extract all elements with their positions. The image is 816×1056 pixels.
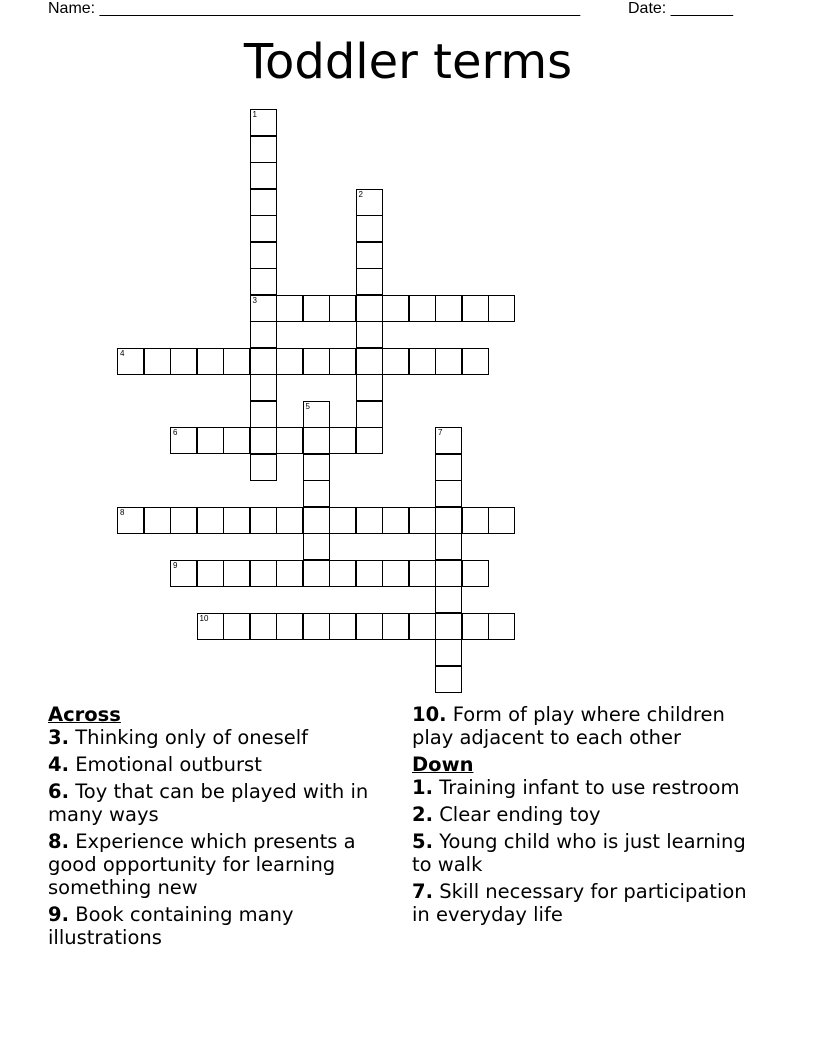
- page-title: Toddler terms: [243, 34, 573, 90]
- clue-number: 1.: [412, 776, 433, 799]
- clue-text: Toy that can be played with in many ways: [48, 780, 369, 826]
- grid-cell[interactable]: [435, 533, 462, 560]
- grid-cell[interactable]: [329, 295, 356, 322]
- grid-cell[interactable]: [435, 639, 462, 666]
- cell-number: 2: [358, 189, 363, 199]
- grid-cell[interactable]: [356, 507, 383, 534]
- grid-cell[interactable]: [303, 480, 330, 507]
- grid-cell[interactable]: [250, 321, 277, 348]
- name-field-label[interactable]: Name: ______________________________________________________: [48, 0, 581, 17]
- clue-number: 8.: [48, 830, 69, 853]
- grid-cell[interactable]: [250, 560, 277, 587]
- grid-cell[interactable]: [462, 507, 489, 534]
- date-field-label[interactable]: Date: _______: [628, 0, 733, 17]
- across-heading: Across: [48, 703, 121, 726]
- grid-cell[interactable]: [250, 189, 277, 216]
- grid-cell[interactable]: [435, 586, 462, 613]
- grid-cell[interactable]: [223, 507, 250, 534]
- clue-down-7: [412, 880, 762, 926]
- grid-cell[interactable]: [170, 560, 197, 587]
- grid-cell[interactable]: [117, 348, 144, 375]
- grid-cell[interactable]: [382, 507, 409, 534]
- grid-cell[interactable]: [356, 427, 383, 454]
- grid-cell[interactable]: [276, 560, 303, 587]
- grid-cell[interactable]: [462, 613, 489, 640]
- clue-number: 4.: [48, 753, 69, 776]
- down-heading: Down: [412, 753, 474, 776]
- grid-cell[interactable]: [303, 613, 330, 640]
- grid-cell[interactable]: [197, 507, 224, 534]
- grid-cell[interactable]: [329, 560, 356, 587]
- grid-cell[interactable]: [303, 295, 330, 322]
- grid-cell[interactable]: [356, 613, 383, 640]
- grid-cell[interactable]: [435, 348, 462, 375]
- cell-number: 5: [305, 401, 310, 411]
- grid-cell[interactable]: [250, 427, 277, 454]
- cell-number: 3: [252, 295, 257, 305]
- grid-cell[interactable]: [356, 348, 383, 375]
- grid-cell[interactable]: [356, 374, 383, 401]
- cell-number: 8: [120, 507, 125, 517]
- clue-text: Form of play where children play adjacent to each other: [412, 703, 725, 749]
- clues-right-column: [412, 703, 762, 930]
- clues-left-column: [48, 703, 393, 953]
- grid-cell[interactable]: [382, 348, 409, 375]
- grid-cell[interactable]: [223, 348, 250, 375]
- clue-number: 3.: [48, 726, 69, 749]
- clue-text: Experience which presents a good opportunity for learning something new: [48, 830, 356, 899]
- grid-cell[interactable]: [409, 560, 436, 587]
- grid-cell[interactable]: [329, 348, 356, 375]
- grid-cell[interactable]: [250, 136, 277, 163]
- grid-cell[interactable]: [250, 374, 277, 401]
- clue-number: 5.: [412, 830, 433, 853]
- clue-down-5: [412, 830, 762, 876]
- grid-cell[interactable]: [329, 613, 356, 640]
- clue-down-1: [412, 776, 762, 799]
- grid-cell[interactable]: [382, 613, 409, 640]
- grid-cell[interactable]: [223, 560, 250, 587]
- grid-cell[interactable]: [197, 613, 224, 640]
- grid-cell[interactable]: [303, 427, 330, 454]
- grid-cell[interactable]: [409, 613, 436, 640]
- clue-number: 2.: [412, 803, 433, 826]
- grid-cell[interactable]: [250, 295, 277, 322]
- grid-cell[interactable]: [250, 348, 277, 375]
- grid-cell[interactable]: [409, 507, 436, 534]
- grid-cell[interactable]: [250, 613, 277, 640]
- grid-cell[interactable]: [250, 162, 277, 189]
- clue-text: Skill necessary for participation in everyday life: [412, 880, 747, 926]
- grid-cell[interactable]: [435, 427, 462, 454]
- grid-cell[interactable]: [356, 295, 383, 322]
- grid-cell[interactable]: [250, 109, 277, 136]
- clue-across-10: [412, 703, 762, 749]
- grid-cell[interactable]: [223, 427, 250, 454]
- grid-cell[interactable]: [409, 295, 436, 322]
- grid-cell[interactable]: [144, 348, 171, 375]
- grid-cell[interactable]: [276, 507, 303, 534]
- grid-cell[interactable]: [382, 295, 409, 322]
- grid-cell[interactable]: [276, 348, 303, 375]
- grid-cell[interactable]: [197, 560, 224, 587]
- grid-cell[interactable]: [435, 666, 462, 693]
- grid-cell[interactable]: [144, 507, 171, 534]
- cell-number: 7: [438, 428, 443, 437]
- grid-cell[interactable]: [356, 268, 383, 295]
- grid-cell[interactable]: [462, 560, 489, 587]
- grid-cell[interactable]: [276, 613, 303, 640]
- clue-across-3: [48, 726, 393, 749]
- grid-cell[interactable]: [303, 533, 330, 560]
- grid-cell[interactable]: [356, 242, 383, 269]
- grid-cell[interactable]: [356, 321, 383, 348]
- grid-cell[interactable]: [435, 613, 462, 640]
- cell-number: 9: [173, 560, 178, 570]
- grid-cell[interactable]: [356, 401, 383, 428]
- clue-across-8: [48, 830, 393, 899]
- grid-cell[interactable]: [462, 348, 489, 375]
- clue-number: 9.: [48, 903, 69, 926]
- clue-text: Book containing many illustrations: [48, 903, 294, 949]
- grid-cell[interactable]: [276, 295, 303, 322]
- cell-number: 10: [199, 613, 209, 623]
- grid-cell[interactable]: [303, 560, 330, 587]
- grid-cell[interactable]: [435, 507, 462, 534]
- clue-number: 6.: [48, 780, 69, 803]
- grid-cell[interactable]: [250, 242, 277, 269]
- grid-cell[interactable]: [409, 348, 436, 375]
- clue-text: Young child who is just learning to walk: [412, 830, 746, 876]
- grid-cell[interactable]: [250, 215, 277, 242]
- clue-across-6: [48, 780, 393, 826]
- grid-cell[interactable]: [303, 348, 330, 375]
- grid-cell[interactable]: [329, 427, 356, 454]
- grid-cell[interactable]: [382, 560, 409, 587]
- grid-cell[interactable]: [197, 348, 224, 375]
- grid-cell[interactable]: [276, 427, 303, 454]
- grid-cell[interactable]: [223, 613, 250, 640]
- grid-cell[interactable]: [488, 613, 515, 640]
- grid-cell[interactable]: [356, 189, 383, 216]
- grid-cell[interactable]: [435, 295, 462, 322]
- grid-cell[interactable]: [435, 480, 462, 507]
- clue-text: Thinking only of oneself: [75, 726, 309, 749]
- grid-cell[interactable]: [170, 348, 197, 375]
- grid-cell[interactable]: [250, 454, 277, 481]
- clue-down-2: [412, 803, 762, 826]
- grid-cell[interactable]: [435, 454, 462, 481]
- grid-cell[interactable]: [462, 295, 489, 322]
- clue-across-4: [48, 753, 393, 776]
- clue-number: 7.: [412, 880, 433, 903]
- grid-cell[interactable]: [250, 268, 277, 295]
- grid-cell[interactable]: [170, 427, 197, 454]
- grid-cell[interactable]: [329, 507, 356, 534]
- grid-cell[interactable]: [250, 507, 277, 534]
- grid-cell[interactable]: [303, 507, 330, 534]
- grid-cell[interactable]: [435, 560, 462, 587]
- grid-cell[interactable]: [356, 560, 383, 587]
- grid-cell[interactable]: [488, 507, 515, 534]
- grid-cell[interactable]: [303, 401, 330, 428]
- grid-cell[interactable]: [303, 454, 330, 481]
- clue-text: Clear ending toy: [439, 803, 601, 826]
- clue-text: Training infant to use restroom: [439, 776, 740, 799]
- grid-cell[interactable]: [117, 507, 144, 534]
- grid-cell[interactable]: [250, 401, 277, 428]
- cell-number: 4: [120, 348, 125, 358]
- grid-cell[interactable]: [197, 427, 224, 454]
- grid-cell[interactable]: [356, 215, 383, 242]
- cell-number: 6: [173, 428, 178, 437]
- clue-across-9: [48, 903, 393, 949]
- grid-cell[interactable]: [488, 295, 515, 322]
- cell-number: 1: [252, 110, 257, 119]
- grid-cell[interactable]: [170, 507, 197, 534]
- clue-number: 10.: [412, 703, 447, 726]
- clue-text: Emotional outburst: [75, 753, 262, 776]
